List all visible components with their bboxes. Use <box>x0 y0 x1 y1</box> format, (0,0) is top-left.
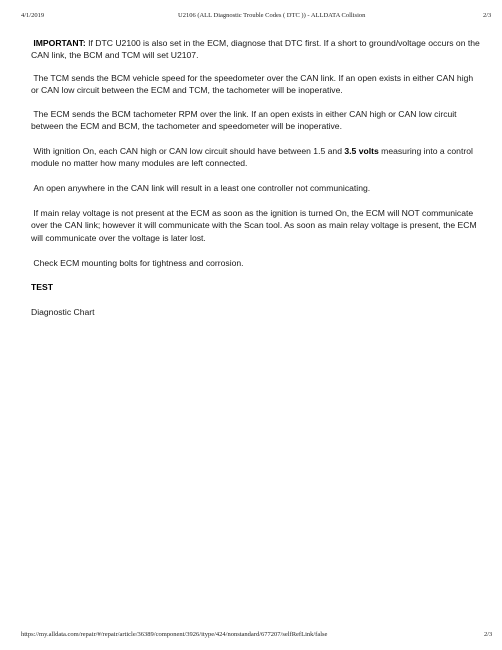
relay-line-3: will communicate over the voltage is later lost. <box>31 232 206 243</box>
open-line-1 <box>31 182 370 194</box>
ignition-line-2: module no matter how many modules are left connected. <box>31 158 248 169</box>
voltage-value: 3.5 volts <box>344 146 379 156</box>
ignition-paragraph <box>31 145 473 170</box>
bolts-line-1 <box>31 257 244 269</box>
diagnostic-chart-label: Diagnostic Chart <box>31 307 95 317</box>
ecm-line-1-text: The ECM sends the BCM tachometer RPM over the link. If an open exists in either CAN high or CAN low circuit <box>33 109 457 119</box>
tcm-paragraph <box>31 72 473 97</box>
important-paragraph <box>31 37 480 62</box>
bolts-paragraph <box>31 257 244 269</box>
important-line-1 <box>31 37 480 49</box>
ecm-line-2: between the ECM and BCM, the tachometer and speedometer will be inoperative. <box>31 121 342 132</box>
relay-paragraph <box>31 207 477 244</box>
important-line-2: CAN link, the BCM and TCM will set U2107. <box>31 50 199 61</box>
relay-line-2: over the CAN link; however it will communicate with the Scan tool. As soon as main relay voltage is present, the ECM <box>31 220 477 231</box>
tcm-line-2: or CAN low circuit between the ECM and TCM, the tachometer will be inoperative. <box>31 85 343 96</box>
tcm-line-1-text: The TCM sends the BCM vehicle speed for the speedometer over the CAN link. If an open exists in either CAN high <box>33 73 474 83</box>
print-page-number: 2/3 <box>484 631 493 638</box>
ecm-paragraph <box>31 108 457 133</box>
open-line-1-text: An open anywhere in the CAN link will result in a least one controller not communicating. <box>33 183 371 193</box>
ignition-text-b: measuring into a control <box>378 146 473 156</box>
important-label: IMPORTANT: <box>33 38 86 48</box>
tcm-line-1 <box>31 72 473 84</box>
relay-line-1 <box>31 207 477 219</box>
bolts-line-1-text: Check ECM mounting bolts for tightness and corrosion. <box>33 258 244 268</box>
ecm-line-1 <box>31 108 457 120</box>
print-url: https://my.alldata.com/repair/#/repair/article/36389/component/3926/itype/424/nonstandard/677207/selfRefLink/false <box>21 631 328 638</box>
print-page-fragment: 2/3 <box>483 12 492 19</box>
important-text: If DTC U2100 is also set in the ECM, diagnose that DTC first. If a short to ground/voltage occurs on the <box>85 38 480 48</box>
print-date: 4/1/2019 <box>21 12 45 19</box>
ignition-line-1 <box>31 145 473 157</box>
test-heading: TEST <box>31 282 53 292</box>
relay-line-1-text: If main relay voltage is not present at the ECM as soon as the ignition is turned On, the ECM will NOT communicate <box>33 208 474 218</box>
open-paragraph <box>31 182 370 194</box>
ignition-text-a: With ignition On, each CAN high or CAN low circuit should have between 1.5 and <box>33 146 345 156</box>
print-title: U2106 (ALL Diagnostic Trouble Codes ( DTC )) - ALLDATA Collision <box>178 12 366 19</box>
